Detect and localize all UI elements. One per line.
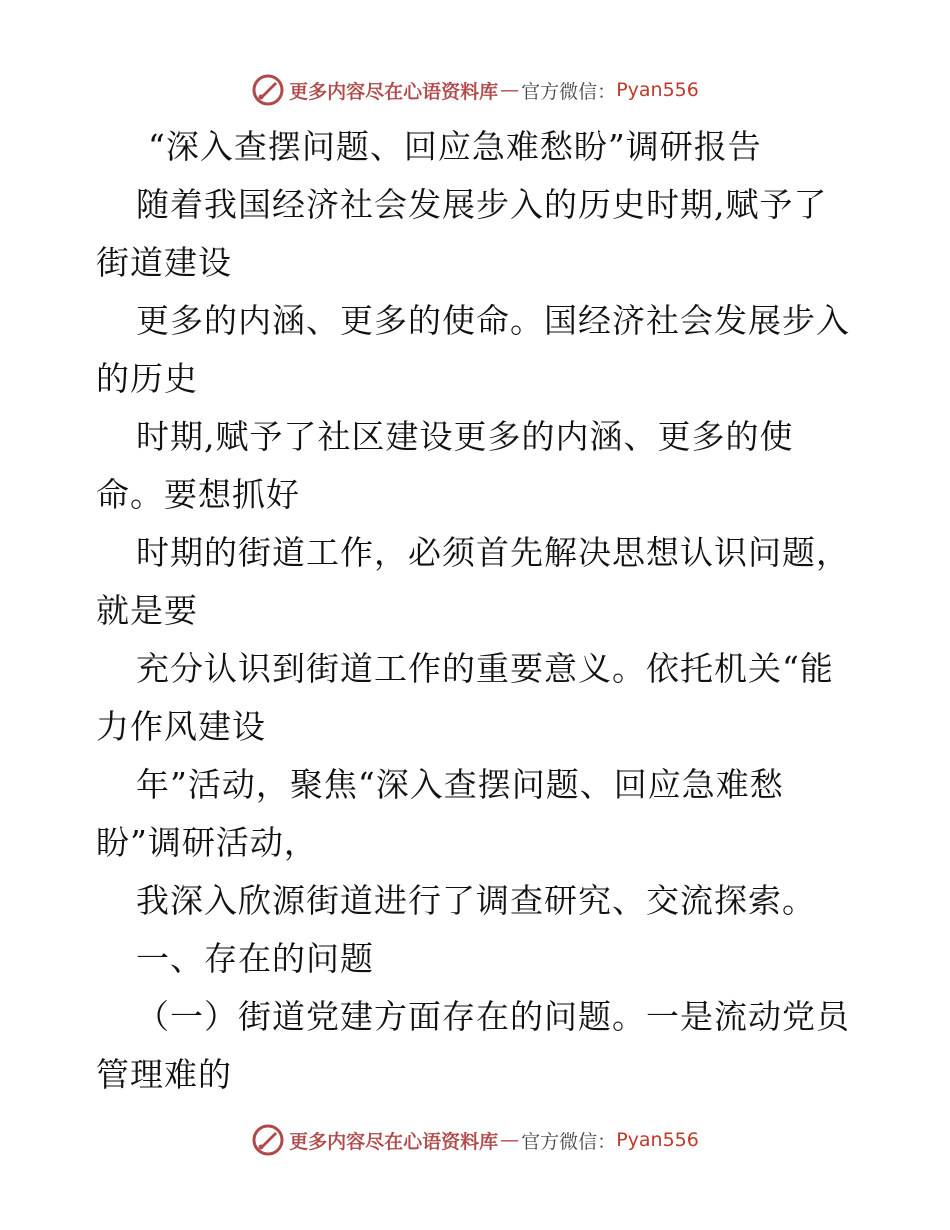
header-watermark	[0, 70, 950, 110]
body-line-9: 充分认识到街道工作的重要意义。依托机关“能	[136, 649, 834, 688]
body-line-6: 命。要想抓好	[96, 475, 300, 514]
watermark-site-name: 更多内容尽在心语资料库	[289, 80, 499, 103]
body-line-5: 时期,赋予了社区建设更多的内涵、更多的使	[136, 417, 794, 456]
body-line-15: （一）街道党建方面存在的问题。一是流动党员	[136, 997, 850, 1036]
footer-watermark	[0, 1120, 950, 1160]
body-line-10: 力作风建设	[96, 707, 266, 746]
body-line-3: 更多的内涵、更多的使命。国经济社会发展步入	[136, 301, 850, 340]
body-line-11: 年”活动，聚焦“深入查摆问题、回应急难愁	[136, 765, 784, 804]
watermark-wechat-id: Pyan556	[616, 79, 699, 101]
body-line-13: 我深入欣源街道进行了调查研究、交流探索。	[136, 881, 816, 920]
quill-pen-logo-icon	[251, 73, 285, 107]
body-line-1: 随着我国经济社会发展步入的历史时期,赋予了	[136, 185, 828, 224]
body-line-16: 管理难的	[96, 1055, 232, 1094]
section-heading: 一、存在的问题	[136, 939, 374, 978]
watermark-separator: —	[500, 1129, 520, 1151]
body-line-2: 街道建设	[96, 243, 232, 282]
document-body	[96, 118, 856, 1104]
watermark-label: 官方微信：	[521, 80, 617, 103]
body-line-7: 时期的街道工作，必须首先解决思想认识问题，	[136, 533, 850, 572]
watermark-separator: —	[500, 79, 520, 101]
document-title: “深入查摆问题、回应急难愁盼”调研报告	[148, 127, 762, 166]
body-line-4: 的历史	[96, 359, 198, 398]
watermark-wechat-id: Pyan556	[616, 1129, 699, 1151]
body-line-8: 就是要	[96, 591, 198, 630]
body-line-12: 盼”调研活动，	[96, 823, 318, 862]
quill-pen-logo-icon	[251, 1123, 285, 1157]
watermark-site-name: 更多内容尽在心语资料库	[289, 1130, 499, 1153]
watermark-label: 官方微信：	[521, 1130, 617, 1153]
